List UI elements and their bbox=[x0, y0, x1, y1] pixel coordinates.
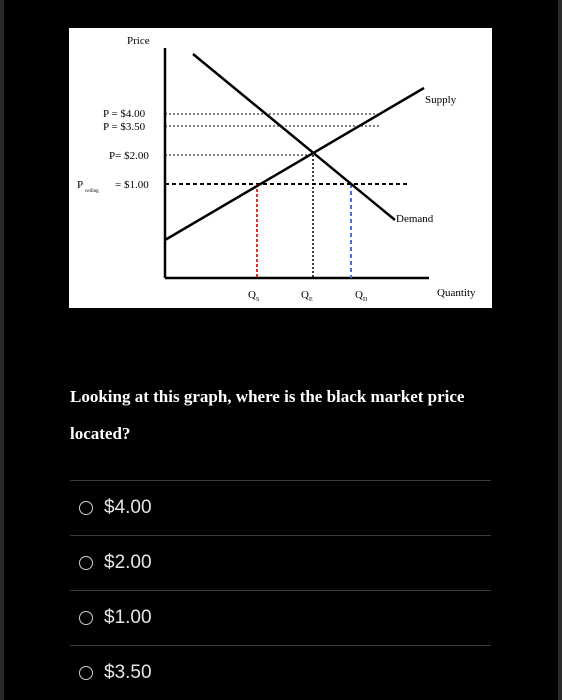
price-label-2: P= $2.00 bbox=[109, 150, 149, 162]
supply-demand-graph bbox=[69, 28, 492, 308]
option-2-00[interactable] bbox=[70, 535, 491, 590]
option-label: $1.00 bbox=[104, 607, 152, 628]
price-label-350: P = $3.50 bbox=[103, 121, 146, 133]
demand-label: Demand bbox=[396, 213, 434, 225]
ceiling-subscript: ceiling bbox=[85, 189, 99, 194]
ceiling-p: P bbox=[77, 179, 84, 191]
option-1-00[interactable] bbox=[70, 590, 491, 645]
supply-label: Supply bbox=[425, 94, 457, 106]
option-label: $3.50 bbox=[104, 662, 152, 683]
option-label: $4.00 bbox=[104, 497, 152, 518]
option-3-50[interactable] bbox=[70, 645, 491, 700]
radio-button-icon[interactable] bbox=[79, 556, 93, 570]
answer-options bbox=[70, 480, 491, 700]
radio-button-icon[interactable] bbox=[79, 611, 93, 625]
supply-curve bbox=[165, 88, 424, 240]
graph-svg bbox=[69, 28, 492, 308]
x-axis-label: Quantity bbox=[437, 287, 476, 299]
qe-label: Q bbox=[301, 289, 309, 301]
right-border bbox=[558, 0, 562, 700]
demand-curve bbox=[193, 54, 395, 220]
qs-label: Q bbox=[248, 289, 256, 301]
y-axis-label: Price bbox=[127, 35, 150, 47]
radio-button-icon[interactable] bbox=[79, 666, 93, 680]
ceiling-value: = $1.00 bbox=[115, 179, 149, 191]
radio-button-icon[interactable] bbox=[79, 501, 93, 515]
left-border bbox=[0, 0, 4, 700]
question-text: Looking at this graph, where is the black market price located? bbox=[70, 387, 465, 443]
qd-subscript: D bbox=[363, 297, 368, 303]
qs-subscript: S bbox=[256, 297, 260, 303]
qd-label: Q bbox=[355, 289, 363, 301]
price-label-4: P = $4.00 bbox=[103, 108, 146, 120]
option-4-00[interactable] bbox=[70, 480, 491, 535]
qe-subscript: E bbox=[309, 297, 313, 303]
option-label: $2.00 bbox=[104, 552, 152, 573]
